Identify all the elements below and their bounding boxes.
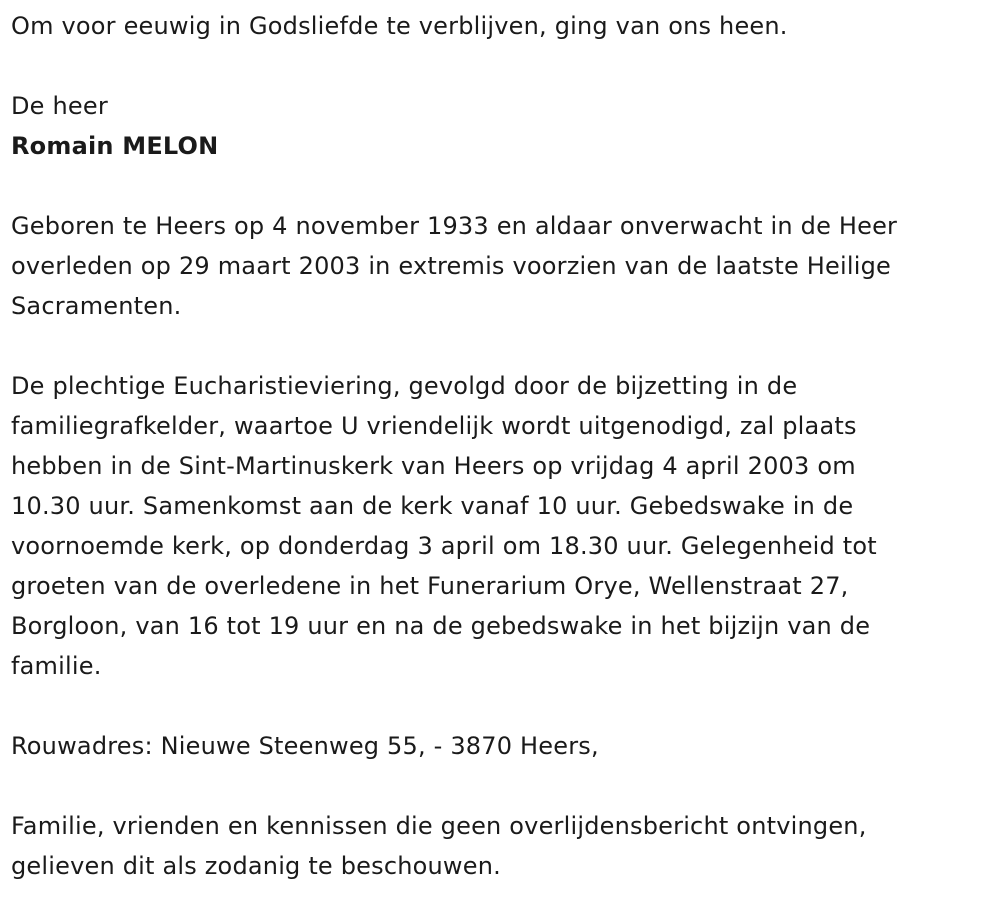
birth-death-line: Sacramenten. (11, 292, 182, 320)
spacer (11, 46, 988, 86)
birth-death-paragraph (11, 206, 988, 326)
ceremony-line: hebben in de Sint-Martinuskerk van Heers op vrijdag 4 april 2003 om (11, 452, 856, 480)
mourning-address: Rouwadres: Nieuwe Steenweg 55, - 3870 Heers, (11, 732, 599, 760)
salutation: De heer (11, 92, 108, 120)
ceremony-line: groeten van de overledene in het Funerarium Orye, Wellenstraat 27, (11, 572, 849, 600)
ceremony-line: Borgloon, van 16 tot 19 uur en na de gebedswake in het bijzijn van de (11, 612, 871, 640)
closing-line: gelieven dit als zodanig te beschouwen. (11, 852, 501, 880)
ceremony-line: De plechtige Eucharistieviering, gevolgd door de bijzetting in de (11, 372, 798, 400)
spacer (11, 766, 988, 806)
ceremony-line: 10.30 uur. Samenkomst aan de kerk vanaf 10 uur. Gebedswake in de (11, 492, 854, 520)
ceremony-paragraph (11, 366, 988, 686)
ceremony-line: familiegrafkelder, waartoe U vriendelijk wordt uitgenodigd, zal plaats (11, 412, 857, 440)
closing-paragraph (11, 806, 988, 886)
ceremony-line: voornoemde kerk, op donderdag 3 april om 18.30 uur. Gelegenheid tot (11, 532, 877, 560)
spacer (11, 686, 988, 726)
closing-line: Familie, vrienden en kennissen die geen overlijdensbericht ontvingen, (11, 812, 867, 840)
spacer (11, 326, 988, 366)
birth-death-line: Geboren te Heers op 4 november 1933 en aldaar onverwacht in de Heer (11, 212, 898, 240)
opening-line: Om voor eeuwig in Godsliefde te verblijven, ging van ons heen. (11, 12, 788, 40)
deceased-name: Romain MELON (11, 132, 219, 160)
ceremony-line: familie. (11, 652, 102, 680)
birth-death-line: overleden op 29 maart 2003 in extremis voorzien van de laatste Heilige (11, 252, 891, 280)
spacer (11, 166, 988, 206)
